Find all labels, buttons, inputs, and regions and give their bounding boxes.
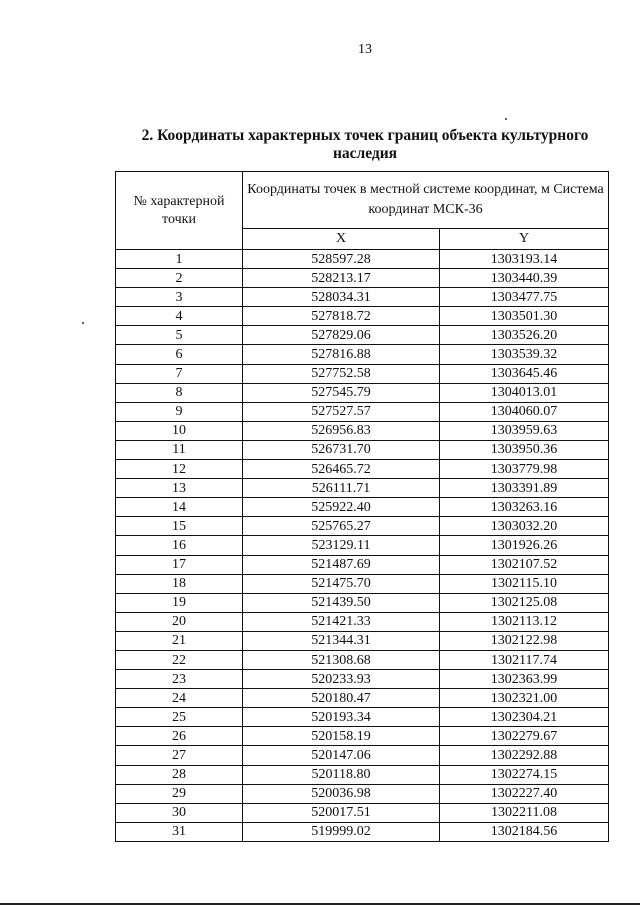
point-number-cell: 10: [116, 421, 243, 440]
point-number-cell: 1: [116, 250, 243, 269]
x-coordinate-cell: 521344.31: [243, 631, 440, 650]
table-row: [116, 288, 609, 307]
table-row: [116, 708, 609, 727]
y-coordinate-cell: 1303779.98: [440, 460, 609, 479]
y-coordinate-cell: 1301926.26: [440, 536, 609, 555]
x-coordinate-cell: 521308.68: [243, 650, 440, 669]
table-row: [116, 364, 609, 383]
coordinates-table: [115, 171, 609, 842]
x-coordinate-cell: 521487.69: [243, 555, 440, 574]
x-coordinate-cell: 520233.93: [243, 670, 440, 689]
x-coordinate-cell: 528034.31: [243, 288, 440, 307]
table-row: [116, 631, 609, 650]
y-coordinate-cell: 1303032.20: [440, 517, 609, 536]
table-row: [116, 402, 609, 421]
point-number-cell: 8: [116, 383, 243, 402]
y-coordinate-cell: 1302321.00: [440, 689, 609, 708]
y-coordinate-cell: 1302107.52: [440, 555, 609, 574]
table-row: [116, 383, 609, 402]
y-coordinate-cell: 1303440.39: [440, 269, 609, 288]
y-coordinate-cell: 1302117.74: [440, 650, 609, 669]
header-coordinate-system: Координаты точек в местной системе координат, м Система координат МСК-36: [243, 172, 609, 229]
table-row: [116, 479, 609, 498]
table-body: [116, 250, 609, 842]
y-coordinate-cell: 1303959.63: [440, 421, 609, 440]
y-coordinate-cell: 1303645.46: [440, 364, 609, 383]
y-coordinate-cell: 1302279.67: [440, 727, 609, 746]
x-coordinate-cell: 523129.11: [243, 536, 440, 555]
table-row: [116, 765, 609, 784]
x-coordinate-cell: 521475.70: [243, 574, 440, 593]
table-row: [116, 593, 609, 612]
y-coordinate-cell: 1302211.08: [440, 803, 609, 822]
point-number-cell: 30: [116, 803, 243, 822]
point-number-cell: 26: [116, 727, 243, 746]
point-number-cell: 13: [116, 479, 243, 498]
table-row: [116, 822, 609, 841]
point-number-cell: 28: [116, 765, 243, 784]
x-coordinate-cell: 526731.70: [243, 440, 440, 459]
point-number-cell: 24: [116, 689, 243, 708]
y-coordinate-cell: 1303263.16: [440, 498, 609, 517]
x-coordinate-cell: 520147.06: [243, 746, 440, 765]
point-number-cell: 2: [116, 269, 243, 288]
point-number-cell: 3: [116, 288, 243, 307]
table-row: [116, 536, 609, 555]
y-coordinate-cell: 1302304.21: [440, 708, 609, 727]
point-number-cell: 17: [116, 555, 243, 574]
x-coordinate-cell: 527752.58: [243, 364, 440, 383]
y-coordinate-cell: 1302363.99: [440, 670, 609, 689]
table-row: [116, 746, 609, 765]
table-row: [116, 689, 609, 708]
x-coordinate-cell: 520036.98: [243, 784, 440, 803]
y-coordinate-cell: 1303539.32: [440, 345, 609, 364]
point-number-cell: 6: [116, 345, 243, 364]
x-coordinate-cell: 521439.50: [243, 593, 440, 612]
point-number-cell: 27: [116, 746, 243, 765]
x-coordinate-cell: 520158.19: [243, 727, 440, 746]
y-coordinate-cell: 1302113.12: [440, 612, 609, 631]
point-number-cell: 7: [116, 364, 243, 383]
table-row: [116, 517, 609, 536]
x-coordinate-cell: 521421.33: [243, 612, 440, 631]
table-row: [116, 727, 609, 746]
x-coordinate-cell: 527816.88: [243, 345, 440, 364]
point-number-cell: 4: [116, 307, 243, 326]
section-title: 2. Координаты характерных точек границ объекта культурного наследия: [141, 127, 589, 162]
header-y: Y: [440, 229, 609, 250]
table-row: [116, 612, 609, 631]
point-number-cell: 5: [116, 326, 243, 345]
y-coordinate-cell: 1302125.08: [440, 593, 609, 612]
table-row: [116, 269, 609, 288]
x-coordinate-cell: 528213.17: [243, 269, 440, 288]
x-coordinate-cell: 527545.79: [243, 383, 440, 402]
x-coordinate-cell: 520017.51: [243, 803, 440, 822]
point-number-cell: 15: [116, 517, 243, 536]
point-number-cell: 9: [116, 402, 243, 421]
x-coordinate-cell: 528597.28: [243, 250, 440, 269]
point-number-cell: 23: [116, 670, 243, 689]
y-coordinate-cell: 1303477.75: [440, 288, 609, 307]
x-coordinate-cell: 520118.80: [243, 765, 440, 784]
table-row: [116, 803, 609, 822]
x-coordinate-cell: 526956.83: [243, 421, 440, 440]
y-coordinate-cell: 1302122.98: [440, 631, 609, 650]
point-number-cell: 16: [116, 536, 243, 555]
x-coordinate-cell: 526465.72: [243, 460, 440, 479]
table-row: [116, 460, 609, 479]
point-number-cell: 25: [116, 708, 243, 727]
table-row: [116, 670, 609, 689]
table-row: [116, 650, 609, 669]
x-coordinate-cell: 520193.34: [243, 708, 440, 727]
point-number-cell: 22: [116, 650, 243, 669]
x-coordinate-cell: 527527.57: [243, 402, 440, 421]
table-row: [116, 498, 609, 517]
x-coordinate-cell: 527829.06: [243, 326, 440, 345]
y-coordinate-cell: 1303526.20: [440, 326, 609, 345]
page-number: 13: [358, 42, 372, 57]
x-coordinate-cell: 527818.72: [243, 307, 440, 326]
header-point-number: № характерной точки: [116, 172, 243, 250]
y-coordinate-cell: 1303391.89: [440, 479, 609, 498]
y-coordinate-cell: 1302292.88: [440, 746, 609, 765]
point-number-cell: 19: [116, 593, 243, 612]
point-number-cell: 18: [116, 574, 243, 593]
y-coordinate-cell: 1303501.30: [440, 307, 609, 326]
table-row: [116, 784, 609, 803]
y-coordinate-cell: 1302184.56: [440, 822, 609, 841]
x-coordinate-cell: 525922.40: [243, 498, 440, 517]
point-number-cell: 29: [116, 784, 243, 803]
point-number-cell: 14: [116, 498, 243, 517]
point-number-cell: 12: [116, 460, 243, 479]
table-row: [116, 421, 609, 440]
table-row: [116, 326, 609, 345]
y-coordinate-cell: 1302227.40: [440, 784, 609, 803]
table-row: [116, 345, 609, 364]
table-row: [116, 307, 609, 326]
table-row: [116, 574, 609, 593]
x-coordinate-cell: 525765.27: [243, 517, 440, 536]
point-number-cell: 31: [116, 822, 243, 841]
y-coordinate-cell: 1302115.10: [440, 574, 609, 593]
header-x: X: [243, 229, 440, 250]
point-number-cell: 21: [116, 631, 243, 650]
y-coordinate-cell: 1303193.14: [440, 250, 609, 269]
x-coordinate-cell: 526111.71: [243, 479, 440, 498]
table-row: [116, 250, 609, 269]
scan-speck: [505, 118, 507, 120]
scan-speck: [82, 322, 84, 324]
y-coordinate-cell: 1304013.01: [440, 383, 609, 402]
point-number-cell: 11: [116, 440, 243, 459]
x-coordinate-cell: 520180.47: [243, 689, 440, 708]
table-row: [116, 440, 609, 459]
point-number-cell: 20: [116, 612, 243, 631]
x-coordinate-cell: 519999.02: [243, 822, 440, 841]
y-coordinate-cell: 1304060.07: [440, 402, 609, 421]
table-row: [116, 555, 609, 574]
y-coordinate-cell: 1302274.15: [440, 765, 609, 784]
y-coordinate-cell: 1303950.36: [440, 440, 609, 459]
